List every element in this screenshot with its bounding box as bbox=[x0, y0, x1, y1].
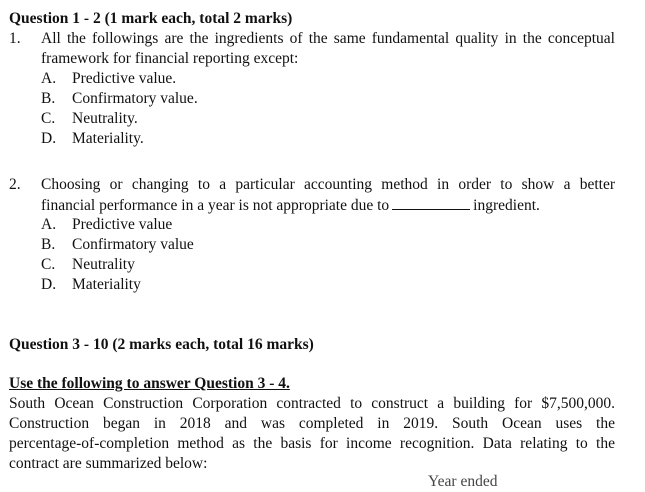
section-title-q3-10: Question 3 - 10 (2 marks each, total 16 marks) bbox=[9, 336, 314, 353]
question-stem-line: All the followings are the ingredients of the same fundamental quality in the conceptual bbox=[41, 30, 615, 47]
table-header-fragment: Year ended bbox=[428, 473, 498, 490]
option-text: Confirmatory value. bbox=[72, 90, 198, 107]
answer-blank bbox=[392, 195, 470, 210]
section-title-q1-2: Question 1 - 2 (1 mark each, total 2 marks) bbox=[9, 10, 293, 27]
option-text: Neutrality bbox=[72, 256, 135, 273]
option-letter: A. bbox=[41, 216, 57, 233]
option-text: Predictive value bbox=[72, 216, 173, 233]
option-letter: D. bbox=[41, 130, 57, 147]
question-stem-line: Choosing or changing to a particular accounting method in order to show a better bbox=[41, 176, 615, 193]
stem-text-after-blank: ingredient. bbox=[473, 197, 540, 214]
question-stem-line bbox=[41, 195, 540, 216]
question-number: 2. bbox=[9, 176, 21, 193]
option-text: Confirmatory value bbox=[72, 236, 194, 253]
option-text: Materiality. bbox=[72, 130, 144, 147]
scenario-heading: Use the following to answer Question 3 - 4. bbox=[9, 375, 290, 392]
scenario-line: contract are summarized below: bbox=[9, 455, 208, 472]
option-letter: C. bbox=[41, 110, 56, 127]
option-text: Materiality bbox=[72, 276, 141, 293]
option-letter: A. bbox=[41, 70, 57, 87]
option-letter: D. bbox=[41, 276, 57, 293]
scenario-line: Construction began in 2018 and was completed in 2019. South Ocean uses the bbox=[9, 415, 615, 432]
option-letter: B. bbox=[41, 236, 56, 253]
question-stem-line: framework for financial reporting except: bbox=[41, 50, 299, 67]
scenario-line: South Ocean Construction Corporation contracted to construct a building for $7,500,000. bbox=[9, 395, 615, 412]
option-text: Predictive value. bbox=[72, 70, 177, 87]
scenario-line: percentage-of-completion method as the basis for income recognition. Data relating to the bbox=[9, 435, 615, 452]
question-number: 1. bbox=[9, 30, 21, 47]
option-letter: B. bbox=[41, 90, 56, 107]
option-text: Neutrality. bbox=[72, 110, 138, 127]
option-letter: C. bbox=[41, 256, 56, 273]
stem-text-before-blank: financial performance in a year is not appropriate due to bbox=[41, 197, 390, 214]
